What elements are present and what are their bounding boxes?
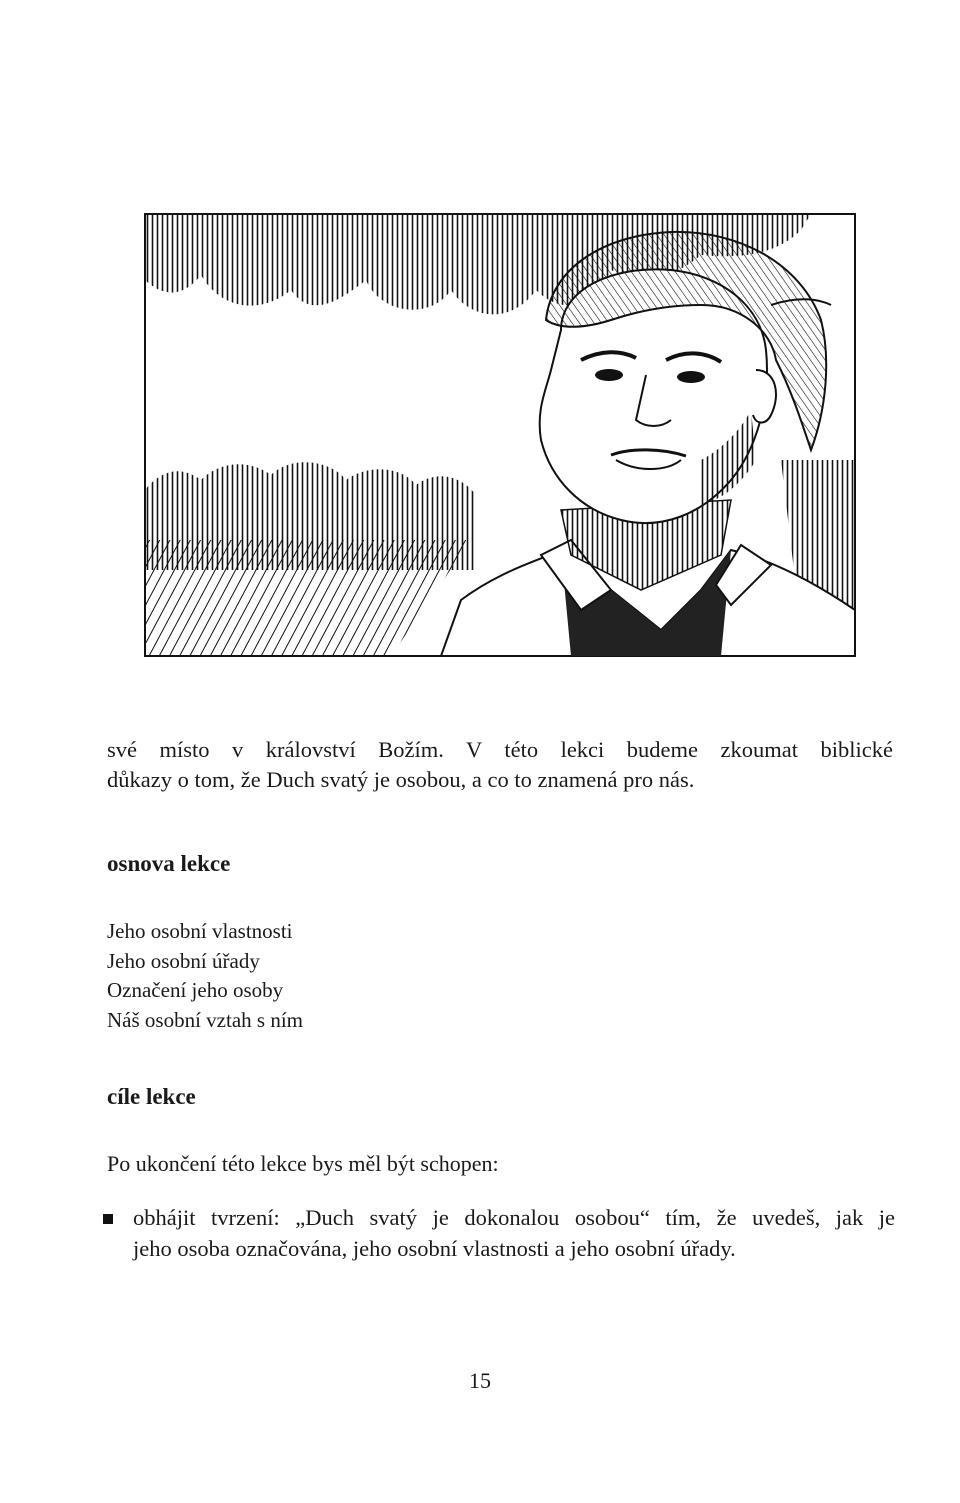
outline-item: Jeho osobní úřady [107, 948, 260, 973]
intro-line-2: důkazy o tom, že Duch svatý je osobou, a co to znamená pro nás. [107, 767, 695, 792]
goals-intro: Po ukončení této lekce bys měl být schopen: [107, 1151, 499, 1176]
illustration-young-man-looking-up [141, 210, 857, 660]
outline-item: Označení jeho osoby [107, 978, 284, 1002]
outline-list [107, 917, 303, 1035]
page-number: 15 [469, 1368, 491, 1393]
intro-line-1: své místo v království Božím. V této lekci budeme zkoumat biblické [107, 737, 893, 762]
goal-line-1: obhájit tvrzení: „Duch svatý je dokonalou osobou“ tím, že uvedeš, jak je [133, 1205, 895, 1230]
intro-paragraph [107, 735, 893, 795]
outline-heading: osnova lekce [107, 851, 231, 876]
goals-heading: cíle lekce [107, 1084, 196, 1109]
square-bullet-icon [103, 1214, 113, 1224]
goal-text [133, 1202, 895, 1264]
outline-item: Jeho osobní vlastnosti [107, 919, 293, 943]
goal-list-item [103, 1202, 895, 1264]
outline-item: Náš osobní vztah s ním [107, 1007, 303, 1032]
goal-line-2: jeho osoba označována, jeho osobní vlastnosti a jeho osobní úřady. [133, 1236, 736, 1261]
